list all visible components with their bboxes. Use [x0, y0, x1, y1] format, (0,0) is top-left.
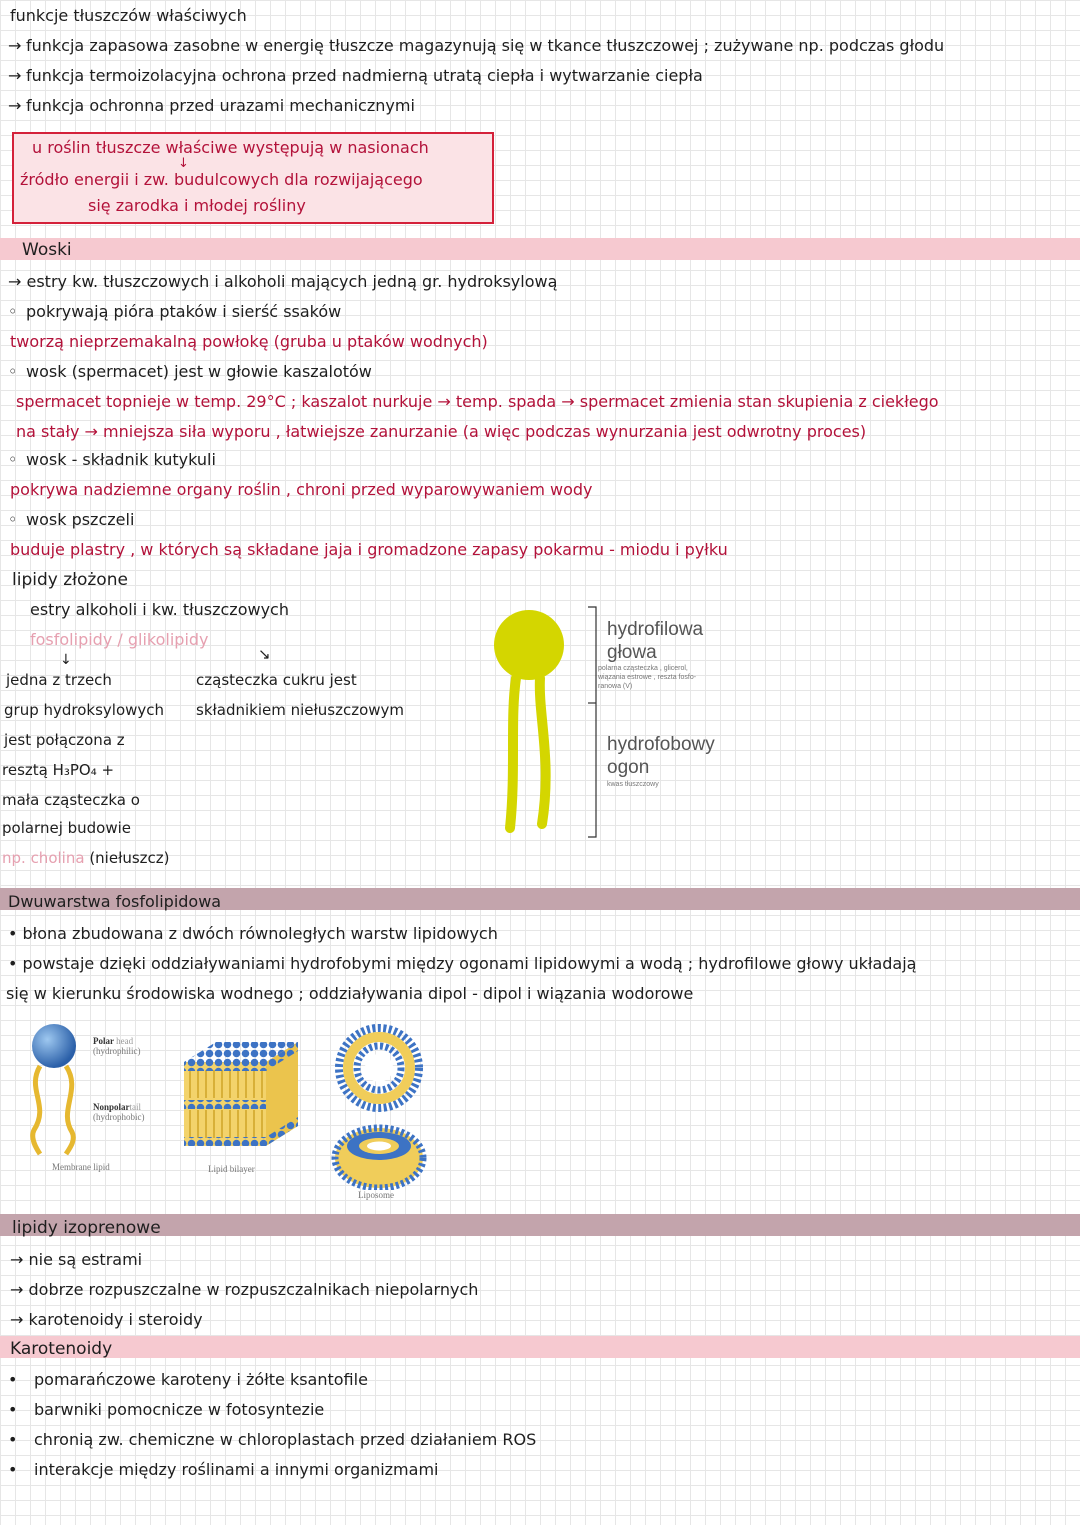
isoprene-item: → karotenoidy i steroidy: [10, 1310, 203, 1329]
head-note: wiązania estrowe , reszta fosfo-: [598, 674, 697, 681]
section-band: [0, 238, 1080, 260]
complex-lipids-types: fosfolipidy / glikolipidy: [30, 630, 209, 649]
nonpolar-caption: (hydrophobic): [93, 1112, 145, 1122]
bracket-icon: [586, 605, 600, 841]
phospholipid-desc: grup hydroksylowych: [4, 701, 165, 719]
box-line-3: się zarodka i młodej rośliny: [88, 196, 306, 215]
bilayer-heading: Dwuwarstwa fosfolipidowa: [8, 892, 222, 911]
tail-note: kwas tłuszczowy: [607, 781, 659, 788]
fat-function-item: → funkcja termoizolacyjna ochrona przed nadmierną utratą ciepła i wytwarzanie ciepła: [8, 66, 703, 85]
isoprene-item: → dobrze rozpuszczalne w rozpuszczalnikach niepolarnych: [10, 1280, 479, 1299]
section-band: [0, 1336, 1080, 1358]
waxes-line: → estry kw. tłuszczowych i alkoholi mających jedną gr. hydroksylową: [8, 272, 558, 291]
carotenoids-item: • chronią zw. chemiczne w chloroplastach przed działaniem ROS: [8, 1430, 537, 1449]
waxes-line: ◦ wosk - składnik kutykuli: [8, 450, 216, 469]
waxes-line: ◦ wosk (spermacet) jest w głowie kaszalotów: [8, 362, 372, 381]
waxes-heading: Woski: [22, 240, 72, 260]
waxes-line: na stały → mniejsza siła wyporu , łatwiejsze zanurzanie (a więc podczas wynurzania jest odwrotny proces): [16, 422, 867, 441]
glycolipid-desc: cząsteczka cukru jest: [196, 671, 357, 689]
arrow-right: ↘: [258, 645, 271, 663]
fat-function-item: → funkcja zapasowa zasobne w energię tłuszcze magazynują się w tkance tłuszczowej ; zużywane np. podczas głodu: [8, 36, 945, 55]
phospholipid-diagram: [480, 600, 600, 840]
plant-fats-box: [12, 132, 494, 224]
fat-function-item: → funkcja ochronna przed urazami mechanicznymi: [8, 96, 415, 115]
waxes-line: tworzą nieprzemakalną powłokę (gruba u ptaków wodnych): [10, 332, 488, 351]
complex-lipids-line: estry alkoholi i kw. tłuszczowych: [30, 600, 289, 619]
box-arrow: ↓: [178, 156, 189, 171]
phospholipid-desc: jest połączona z: [4, 731, 125, 749]
head-label: głowa: [607, 642, 657, 663]
isoprene-heading: lipidy izoprenowe: [12, 1218, 161, 1238]
tail-label: hydrofobowy: [607, 734, 715, 755]
figure-caption: Membrane lipid: [52, 1162, 110, 1172]
waxes-line: ◦ pokrywają pióra ptaków i sierść ssaków: [8, 302, 342, 321]
box-line-2: źródło energii i zw. budulcowych dla rozwijającego: [20, 170, 423, 189]
tail-label: ogon: [607, 757, 650, 778]
membrane-lipid-figure: [20, 1020, 100, 1160]
box-line-1: u roślin tłuszcze właściwe występują w nasionach: [32, 138, 429, 157]
polar-caption: Polar head: [93, 1036, 134, 1046]
waxes-line: ◦ wosk pszczeli: [8, 510, 135, 529]
nonpolar-caption: Nonpolartail: [93, 1102, 142, 1112]
arrow-down: ↓: [60, 652, 72, 668]
polar-caption: (hydrophilic): [93, 1046, 141, 1056]
phospholipid-desc: np. cholina (niełuszcz): [2, 849, 170, 867]
bilayer-line: się w kierunku środowiska wodnego ; oddziaływania dipol - dipol i wiązania wodorowe: [6, 984, 694, 1003]
fat-functions-heading: funkcje tłuszczów właściwych: [10, 6, 247, 25]
carotenoids-heading: Karotenoidy: [10, 1339, 113, 1359]
figure-caption: Liposome: [358, 1190, 394, 1200]
head-note: polarna cząsteczka , glicerol,: [598, 665, 688, 672]
bilayer-line: • powstaje dzięki oddziaływaniami hydrofobymi między ogonami lipidowymi a wodą ; hydrofilowe głowy układają: [8, 954, 917, 973]
bilayer-line: • błona zbudowana z dwóch równoległych warstw lipidowych: [8, 924, 498, 943]
head-label: hydrofilowa: [607, 619, 704, 640]
phospholipid-desc: jedna z trzech: [6, 671, 112, 689]
complex-lipids-heading: lipidy złożone: [12, 570, 128, 590]
glycolipid-desc: składnikiem niełuszczowym: [196, 701, 405, 719]
liposome-figure: [330, 1020, 430, 1190]
phospholipid-desc: mała cząsteczka o: [2, 791, 140, 809]
waxes-line: spermacet topnieje w temp. 29°C ; kaszalot nurkuje → temp. spada → spermacet zmienia stan skupienia z ciekłego: [16, 392, 939, 411]
phospholipid-desc: polarnej budowie: [2, 819, 132, 837]
phospholipid-desc: resztą H₃PO₄ +: [2, 761, 115, 779]
lipid-bilayer-figure: [178, 1040, 303, 1162]
carotenoids-item: • pomarańczowe karoteny i żółte ksantofile: [8, 1370, 368, 1389]
carotenoids-item: • barwniki pomocnicze w fotosyntezie: [8, 1400, 325, 1419]
waxes-line: pokrywa nadziemne organy roślin , chroni przed wyparowywaniem wody: [10, 480, 593, 499]
isoprene-item: → nie są estrami: [10, 1250, 143, 1269]
figure-caption: Lipid bilayer: [208, 1164, 255, 1174]
head-note: ranowa (V): [598, 683, 633, 690]
waxes-line: buduje plastry , w których są składane jaja i gromadzone zapasy pokarmu - miodu i pyłku: [10, 540, 728, 559]
carotenoids-item: • interakcje między roślinami a innymi organizmami: [8, 1460, 439, 1479]
section-band: [0, 1214, 1080, 1236]
